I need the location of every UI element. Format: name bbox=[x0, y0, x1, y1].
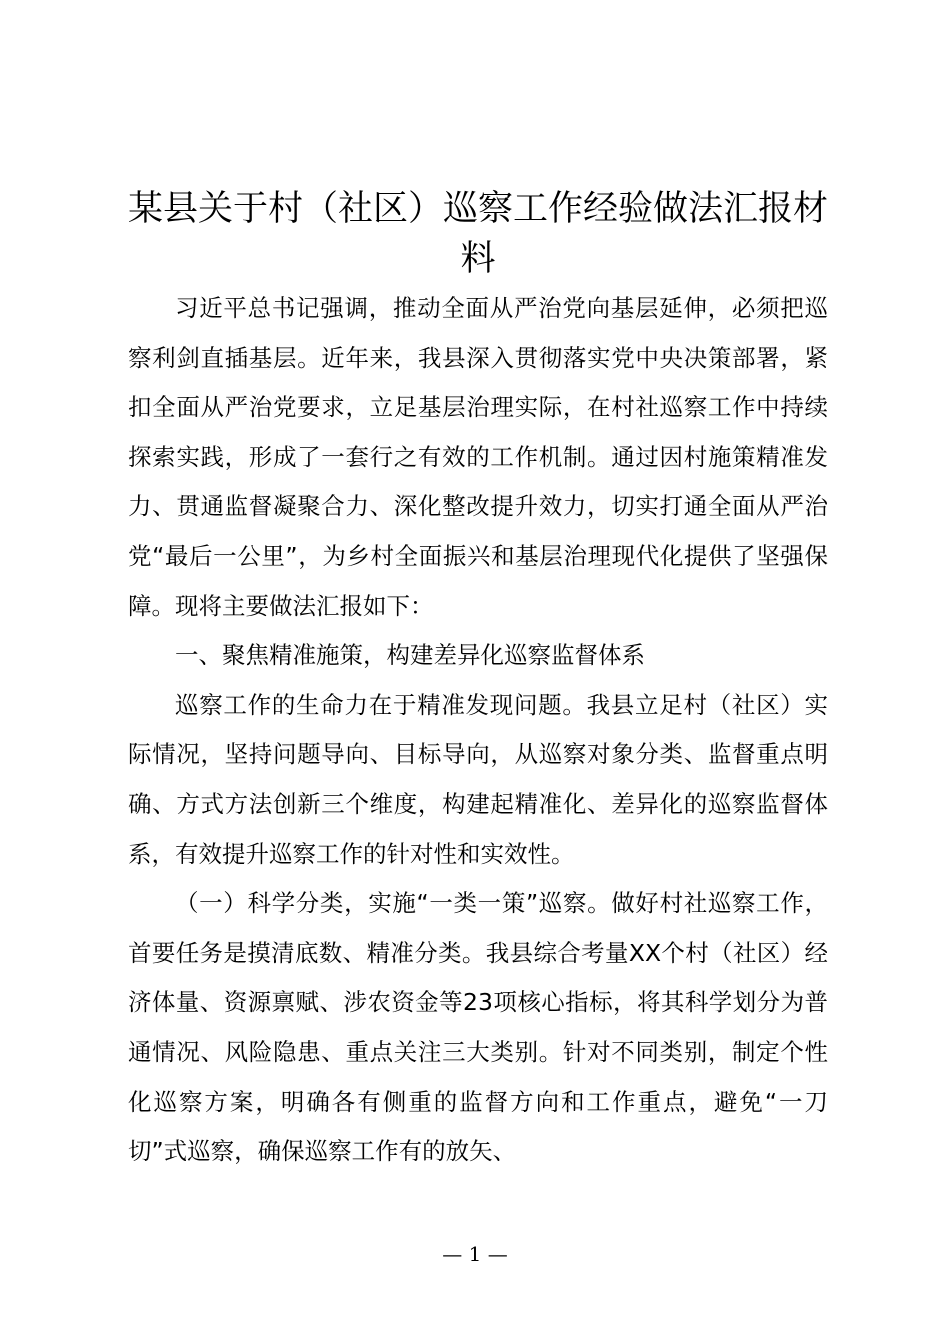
section-1-paragraph: 巡察工作的生命力在于精准发现问题。我县立足村（社区）实际情况，坚持问题导向、目标导向，从巡察对象分类、监督重点明确、方式方法创新三个维度，构建起精准化、差异化的巡察监督体系，有效提升巡察工作的针对性和实效性。 bbox=[128, 690, 828, 868]
document-title: 某县关于村（社区）巡察工作经验做法汇报材料 bbox=[127, 189, 828, 279]
intro-paragraph: 习近平总书记强调，推动全面从严治党向基层延伸，必须把巡察利剑直插基层。近年来，我县深入贯彻落实党中央决策部署，紧扣全面从严治党要求，立足基层治理实际，在村社巡察工作中持续探索实践，形成了一套行之有效的工作机制。通过因村施策精准发力、贯通监督凝聚合力、深化整改提升效力，切实打通全面从严治党“最后一公里”，为乡村全面振兴和基层治理现代化提供了坚强保障。现将主要做法汇报如下： bbox=[128, 294, 828, 620]
page-number: — 1 — bbox=[442, 1242, 508, 1266]
document-body bbox=[128, 184, 828, 1177]
section-heading-1: 一、聚焦精准施策，构建差异化巡察监督体系 bbox=[175, 641, 645, 670]
subsection-1-paragraph: （一）科学分类，实施“一类一策”巡察。做好村社巡察工作，首要任务是摸清底数、精准分类。我县综合考量XX个村（社区）经济体量、资源禀赋、涉农资金等23项核心指标，将其科学划分为普通情况、风险隐患、重点关注三大类别。针对不同类别，制定个性化巡察方案，明确各有侧重的监督方向和工作重点，避免“一刀切”式巡察，确保巡察工作有的放矢、 bbox=[128, 889, 828, 1166]
